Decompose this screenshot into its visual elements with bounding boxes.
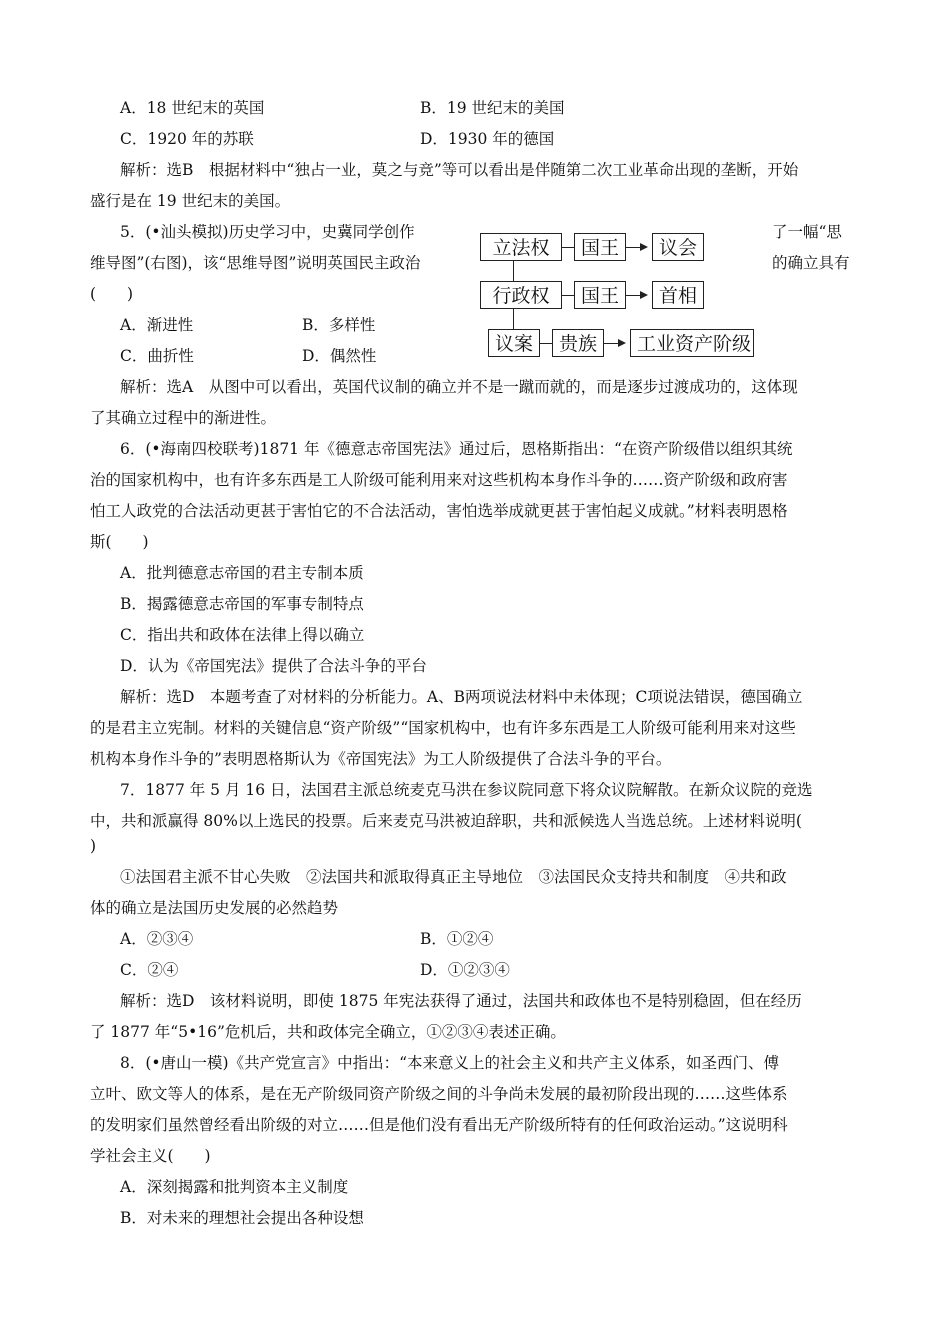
diagram-node-king-2: 国王	[574, 281, 626, 309]
q8-stem-line-2: 立叶、欧文等人的体系，是在无产阶级同资产阶级之间的斗争尚未发展的最初阶段出现的……这些体系	[90, 1085, 788, 1103]
diagram-node-parliament: 议会	[652, 233, 704, 261]
q7-option-a: A．②③④	[120, 930, 194, 948]
q5-option-d: D．偶然性	[302, 347, 377, 365]
q4-analysis-line-1: 解析：选B 根据材料中“独占一业，莫之与竞”等可以看出是伴随第二次工业革命出现的垄断，开始	[120, 161, 799, 179]
q6-analysis-line-3: 机构本身作斗争的”表明恩格斯认为《帝国宪法》为工人阶级提供了合法斗争的平台。	[90, 750, 672, 768]
q5-stem-3: ( )	[90, 285, 134, 303]
diagram-connector	[540, 343, 552, 344]
diagram-node-industrial-bourgeoisie: 工业资产阶级	[630, 329, 754, 357]
q5-analysis-line-2: 了其确立过程中的渐进性。	[90, 409, 277, 427]
diagram-connector-vertical	[513, 309, 514, 329]
arrow-right-icon	[640, 291, 648, 299]
q7-stem-line-2: 中，共和派赢得 80%以上选民的投票。后来麦克马洪被迫辞职，共和派候选人当选总统。上述材料说明(	[90, 812, 802, 830]
q5-stem-right-2: 的确立具有	[772, 254, 850, 272]
q5-stem-left-2: 维导图”(右图)，该“思维导图”说明英国民主政治	[90, 254, 421, 272]
q7-analysis-line-2: 了 1877 年“5•16”危机后，共和政体完全确立，①②③④表述正确。	[90, 1023, 566, 1041]
arrow-right-icon	[618, 339, 626, 347]
q6-analysis-line-2: 的是君主立宪制。材料的关键信息“资产阶级”“国家机构中，也有许多东西是工人阶级可能利用来对这些	[90, 719, 796, 737]
diagram-connector	[562, 247, 574, 248]
q7-stem-line-1: 7．1877 年 5 月 16 日，法国君主派总统麦克马洪在参议院同意下将众议院解散。在新众议院的竞选	[120, 781, 813, 799]
q6-option-d: D．认为《帝国宪法》提供了合法斗争的平台	[120, 657, 427, 675]
q7-option-d: D．①②③④	[420, 961, 510, 979]
q5-analysis-line-1: 解析：选A 从图中可以看出，英国代议制的确立并不是一蹴而就的，而是逐步过渡成功的，这体现	[120, 378, 798, 396]
q8-stem-line-1: 8．(•唐山一模)《共产党宣言》中指出：“本来意义上的社会主义和共产主义体系，如圣西门、傅	[120, 1054, 780, 1072]
q6-stem-line-3: 怕工人政党的合法活动更甚于害怕它的不合法活动，害怕选举成就更甚于害怕起义成就。”材料表明恩格	[90, 502, 788, 520]
q6-option-a: A．批判德意志帝国的君主专制本质	[120, 564, 364, 582]
diagram-connector	[562, 295, 574, 296]
q4-option-a: A．18 世纪末的英国	[120, 99, 265, 117]
q8-option-b: B．对未来的理想社会提出各种设想	[120, 1209, 364, 1227]
q8-stem-line-4: 学社会主义( )	[90, 1147, 211, 1165]
q8-option-a: A．深刻揭露和批判资本主义制度	[120, 1178, 349, 1196]
q8-stem-line-3: 的发明家们虽然曾经看出阶级的对立……但是他们没有看出无产阶级所特有的任何政治运动。”这说明科	[90, 1116, 788, 1134]
q6-stem-line-2: 治的国家机构中，也有许多东西是工人阶级可能利用来对这些机构本身作斗争的……资产阶级和政府害	[90, 471, 788, 489]
q5-stem-right-1: 了一幅“思	[772, 223, 842, 241]
q6-stem-line-4: 斯( )	[90, 533, 149, 551]
q5-option-c: C．曲折性	[120, 347, 194, 365]
diagram-node-legislative: 立法权	[480, 233, 562, 261]
arrow-right-icon	[640, 243, 648, 251]
q4-analysis-line-2: 盛行是在 19 世纪末的美国。	[90, 192, 291, 210]
q4-option-d: D．1930 年的德国	[420, 130, 555, 148]
diagram-connector-vertical	[513, 261, 514, 281]
diagram-node-executive: 行政权	[480, 281, 562, 309]
q7-items-line-1: ①法国君主派不甘心失败 ②法国共和派取得真正主导地位 ③法国民众支持共和制度 ④共和政	[120, 868, 787, 886]
q4-option-c: C．1920 年的苏联	[120, 130, 254, 148]
diagram-node-bill: 议案	[488, 329, 540, 357]
diagram-node-nobility: 贵族	[552, 329, 604, 357]
q4-option-b: B．19 世纪末的美国	[420, 99, 565, 117]
q5-option-a: A．渐进性	[120, 316, 194, 334]
q7-stem-line-3: )	[90, 837, 97, 855]
q5-option-b: B．多样性	[302, 316, 376, 334]
q7-items-line-2: 体的确立是法国历史发展的必然趋势	[90, 899, 339, 917]
q6-option-b: B．揭露德意志帝国的军事专制特点	[120, 595, 364, 613]
diagram-node-prime-minister: 首相	[652, 281, 704, 309]
diagram-node-king-1: 国王	[574, 233, 626, 261]
q6-option-c: C．指出共和政体在法律上得以确立	[120, 626, 365, 644]
q6-analysis-line-1: 解析：选D 本题考查了对材料的分析能力。A、B两项说法材料中未体现；C项说法错误，德国确立	[120, 688, 803, 706]
q5-stem-left-1: 5．(•汕头模拟)历史学习中，史冀同学创作	[120, 223, 415, 241]
q7-option-b: B．①②④	[420, 930, 494, 948]
q7-option-c: C．②④	[120, 961, 179, 979]
q7-analysis-line-1: 解析：选D 该材料说明，即使 1875 年宪法获得了通过，法国共和政体也不是特别稳固，但在经历	[120, 992, 802, 1010]
q6-stem-line-1: 6．(•海南四校联考)1871 年《德意志帝国宪法》通过后，恩格斯指出：“在资产阶级借以组织其统	[120, 440, 793, 458]
